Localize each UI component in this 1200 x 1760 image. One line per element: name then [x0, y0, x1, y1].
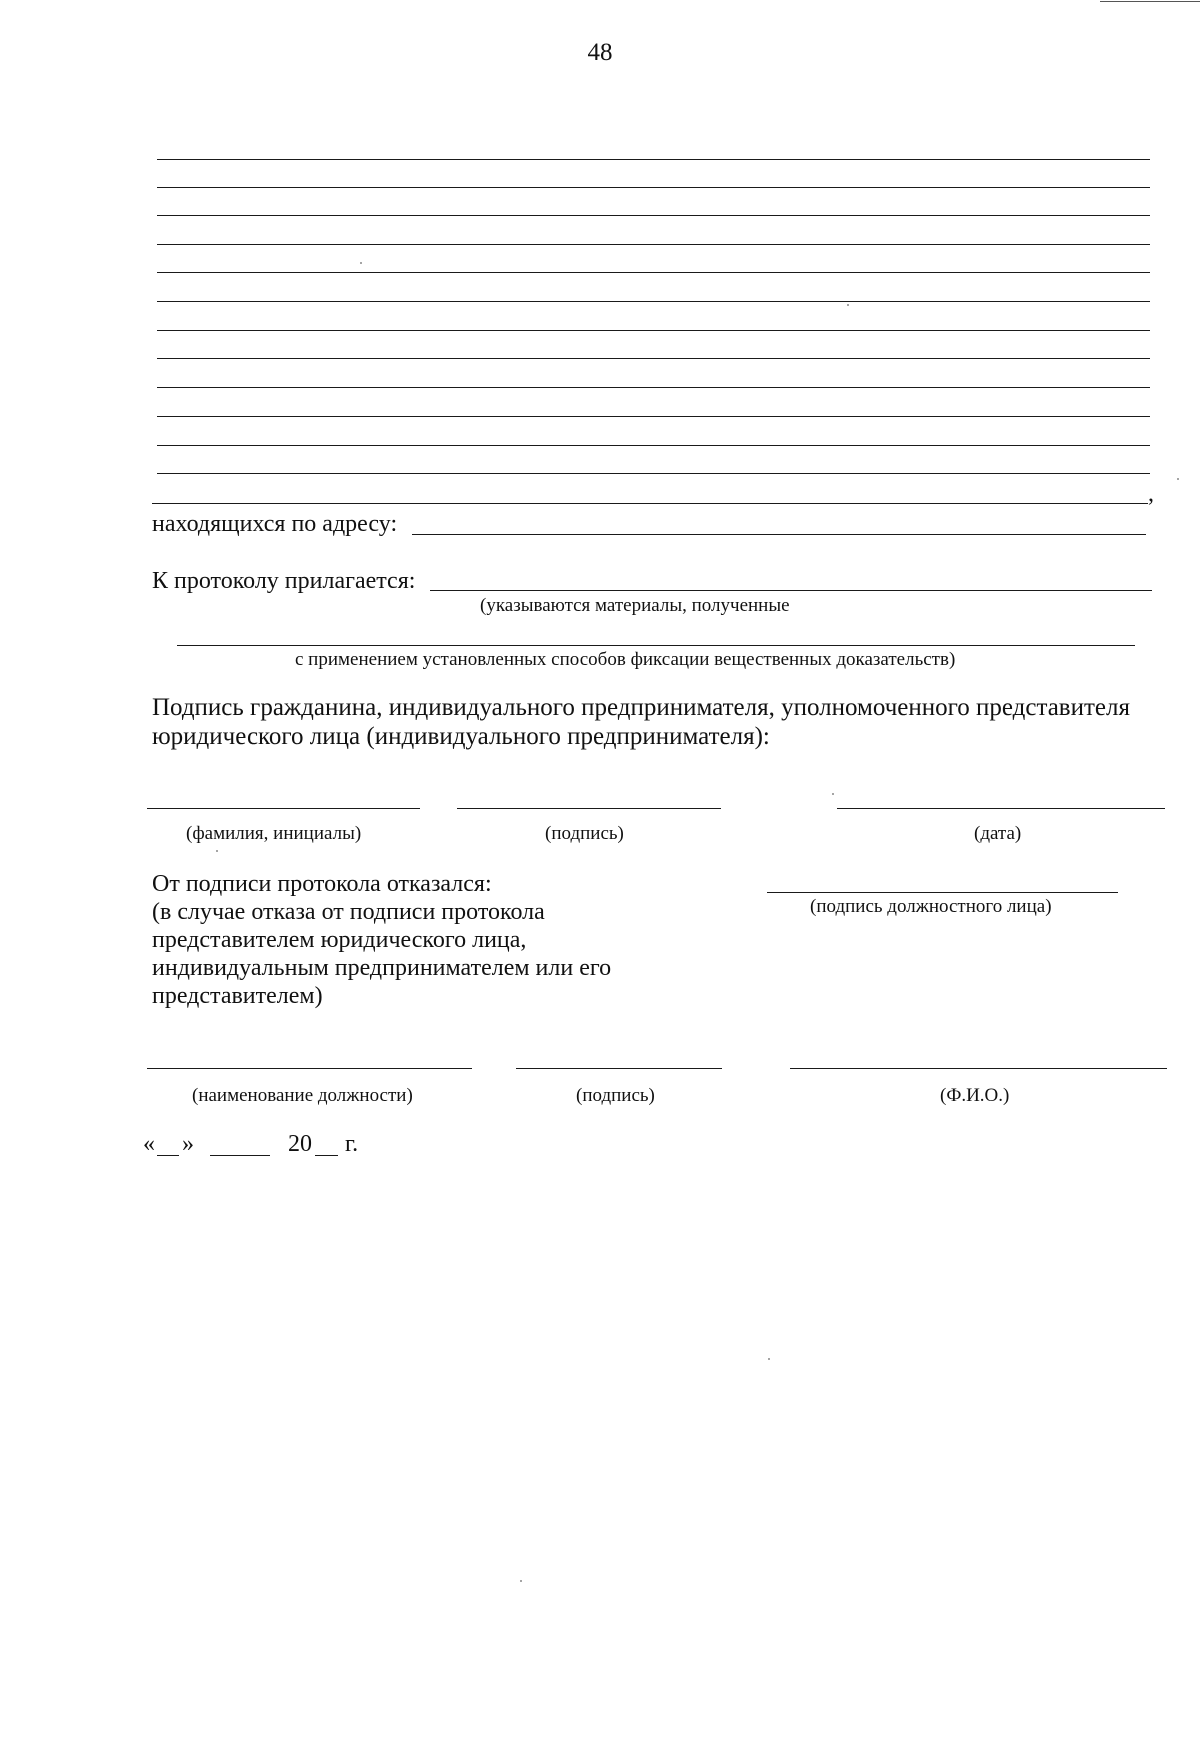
caption-position: (наименование должности) — [192, 1085, 413, 1106]
refusal-text — [152, 870, 611, 1010]
blank-line — [157, 272, 1150, 273]
blank-line — [157, 187, 1150, 188]
attachment-caption-2: с применением установленных способов фиксации вещественных доказательств) — [295, 649, 956, 670]
signature-heading-line-2: юридического лица (индивидуального предпринимателя): — [152, 723, 770, 750]
year-suffix: г. — [345, 1131, 359, 1157]
scan-speck — [832, 793, 834, 795]
caption-name: (фамилия, инициалы) — [186, 823, 362, 844]
official-signature-caption: (подпись должностного лица) — [810, 896, 1052, 917]
caption-date: (дата) — [974, 823, 1022, 844]
blank-line — [157, 358, 1150, 359]
address-label: находящихся по адресу: — [152, 511, 398, 537]
day-blank — [157, 1155, 179, 1156]
attachment-field-line — [430, 590, 1152, 591]
attachment-caption-1: (указываются материалы, полученные — [480, 595, 790, 616]
scan-speck — [360, 262, 362, 264]
caption-official-signature: (подпись) — [576, 1085, 655, 1106]
refusal-line: представителем) — [152, 983, 323, 1009]
blank-line — [157, 330, 1150, 331]
page-number: 48 — [587, 39, 613, 66]
date-line — [143, 1130, 403, 1160]
attachment-field-line-2 — [177, 645, 1135, 646]
trailing-comma: , — [1148, 481, 1154, 507]
refusal-line: (в случае отказа от подписи протокола — [152, 899, 545, 925]
caption-signature: (подпись) — [545, 823, 624, 844]
scan-edge-mark — [1100, 1, 1200, 2]
official-signature-line — [767, 892, 1118, 893]
year-blank — [315, 1155, 338, 1156]
blank-line — [157, 416, 1150, 417]
position-field-line — [147, 1068, 472, 1069]
signature-heading-line-1: Подпись гражданина, индивидуального предпринимателя, уполномоченного представителя — [152, 694, 1130, 721]
scan-speck — [520, 1580, 522, 1582]
address-field-line — [412, 534, 1146, 535]
blank-line — [157, 301, 1150, 302]
scan-speck — [216, 850, 218, 852]
blank-line — [157, 215, 1150, 216]
blank-line — [157, 445, 1150, 446]
scan-speck — [847, 304, 849, 306]
date-open-quote: « — [143, 1131, 155, 1157]
year-prefix: 20 — [288, 1131, 312, 1157]
name-field-line — [147, 808, 420, 809]
blank-line — [157, 159, 1150, 160]
date-close-quote: » — [182, 1131, 194, 1157]
month-blank — [210, 1155, 270, 1156]
refusal-line: представителем юридического лица, — [152, 927, 527, 953]
fio-field-line — [790, 1068, 1167, 1069]
caption-fio: (Ф.И.О.) — [940, 1085, 1010, 1106]
refusal-line: От подписи протокола отказался: — [152, 871, 492, 897]
scan-speck — [1177, 478, 1179, 480]
scan-speck — [768, 1358, 770, 1360]
blank-line — [157, 473, 1150, 474]
refusal-line: индивидуальным предпринимателем или его — [152, 955, 612, 981]
date-field-line — [837, 808, 1165, 809]
blank-line — [152, 503, 1148, 504]
signature-field-line — [457, 808, 721, 809]
attachment-label: К протоколу прилагается: — [152, 568, 416, 594]
official-signature-field-line — [516, 1068, 722, 1069]
blank-line — [157, 387, 1150, 388]
blank-line — [157, 244, 1150, 245]
